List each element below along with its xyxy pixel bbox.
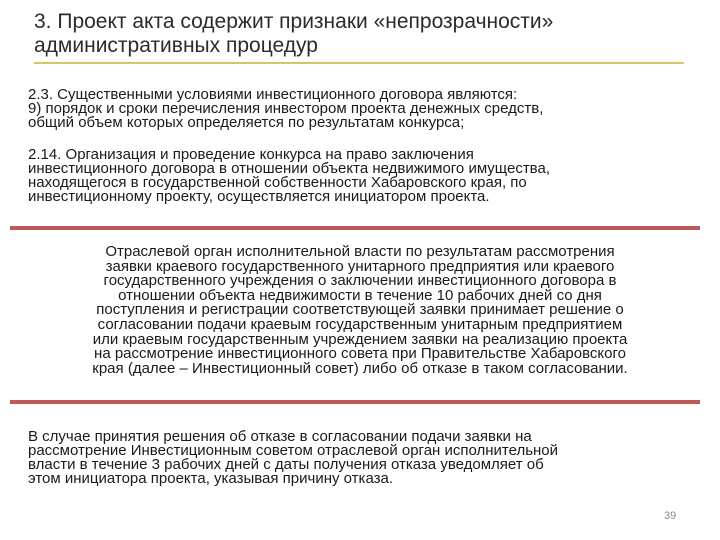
text-line: поступления и регистрации соответствующей заявки принимает решение о [96,301,624,319]
title-line-1: 3. Проект акта содержит признаки «непрозрачности» [34,10,554,33]
text-line: В случае принятия решения об отказе в согласовании подачи заявки на [28,428,532,445]
text-line: находящегося в государственной собственности Хабаровского края, по [28,174,527,191]
title-line-2: административных процедур [34,34,318,57]
text-line: Отраслевой орган исполнительной власти по результатам рассмотрения [105,243,615,260]
paragraph-approval-procedure [0,245,720,376]
title-underline [34,62,684,64]
text-line: заявки краевого государственного унитарного предприятия или краевого [105,257,615,275]
text-line: инвестиционному проекту, осуществляется инициатором проекта. [28,188,490,205]
text-line: края (далее – Инвестиционный совет) либо об отказе в таком согласовании. [92,359,628,377]
paragraph-refusal-notice [28,430,558,486]
page-number: 39 [664,510,677,522]
text-line: согласовании подачи краевым государственным унитарным предприятием [97,315,623,333]
text-line: на рассмотрение инвестиционного совета при Правительстве Хабаровского [94,345,626,363]
text-line: государственного учреждения о заключении инвестиционного договора в [103,272,617,290]
text-line: инвестиционного договора в отношении объекта недвижимого имущества, [28,160,550,177]
text-line: этом инициатора проекта, указывая причину отказа. [28,470,394,487]
paragraph-contest-organization [28,148,550,204]
text-line: власти в течение 3 рабочих дней с даты получения отказа уведомляет об [28,456,544,473]
text-line: 2.14. Организация и проведение конкурса на право заключения [28,146,474,163]
text-line: рассмотрение Инвестиционным советом отраслевой орган исполнительной [28,442,559,459]
paragraph-investment-terms [28,88,543,130]
text-line: отношении объекта недвижимости в течение 10 рабочих дней со дня [118,286,602,304]
slide-title [34,10,694,58]
text-line: 9) порядок и сроки перечисления инвестором проекта денежных средств, [28,100,544,117]
text-line: 2.3. Существенными условиями инвестиционного договора являются: [28,86,518,103]
section-divider-bottom [10,400,700,404]
section-divider-top [10,226,700,230]
text-line: общий объем которых определяется по результатам конкурса; [28,114,465,131]
text-line: или краевым государственным учреждением заявки на реализацию проекта [92,330,628,348]
